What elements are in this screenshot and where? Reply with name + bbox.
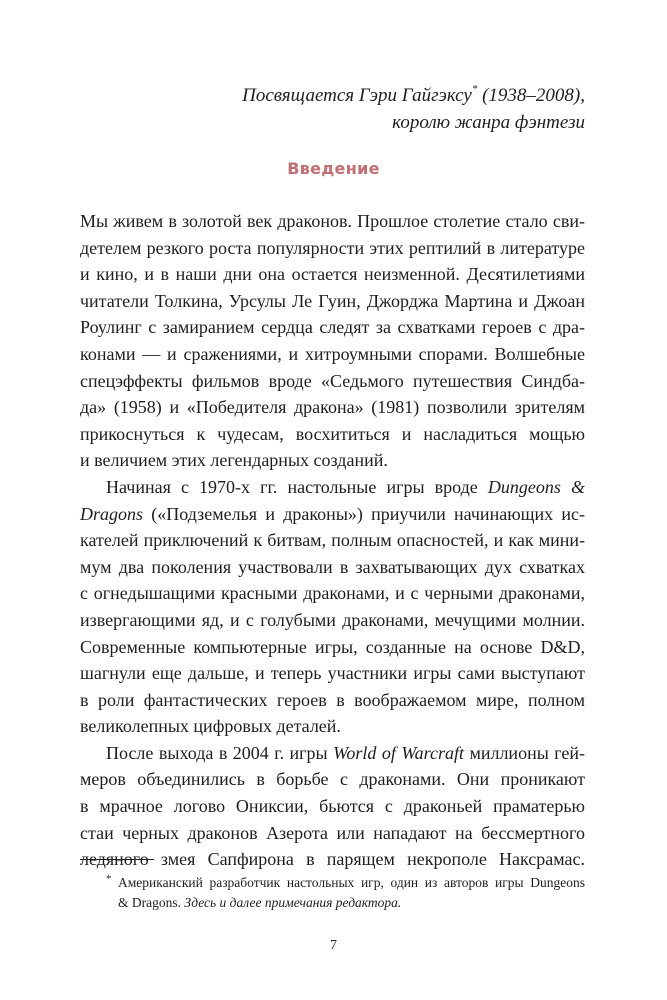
text-line: прикоснуться к чудесам, восхититься и насладиться мощью	[80, 423, 585, 444]
chapter-heading: Введение	[287, 159, 380, 178]
text-line: После выхода в 2004 г. игры World of Warcraft миллионы гей-	[106, 742, 585, 763]
text-line: Мы живем в золотой век драконов. Прошлое столетие стало сви-	[80, 211, 585, 231]
footnote-mark: *	[106, 873, 112, 885]
paragraph-3	[80, 740, 585, 873]
dedication-line-2: королю жанра фэнтези	[392, 112, 585, 133]
text-line: да» (1958) и «Победителя дракона» (1981) позволили зрителям	[80, 397, 585, 418]
text-line: Dragons («Подземелья и драконы») приучили начинающих ис-	[80, 503, 585, 524]
text-line: спецэффекты фильмов вроде «Седьмого путешествия Синдба-	[80, 370, 585, 391]
text-line: Начиная с 1970-х гг. настольные игры вроде Dungeons &	[106, 476, 585, 497]
text-line: в мрачное логово Ониксии, бьются с драконьей праматерью	[80, 796, 585, 817]
text-line: шагнули еще дальше, и теперь участники игры сами выступают	[80, 663, 585, 684]
footnote-text	[80, 873, 585, 913]
main-text	[80, 208, 585, 873]
footnote-line: Американский разработчик настольных игр, один из авторов игры Dungeons	[118, 875, 585, 890]
footnote-reference-mark: *	[471, 82, 478, 95]
paragraph-1	[80, 208, 585, 474]
text-line: Роулинг с замиранием сердца следят за схватками героев с дра-	[80, 317, 585, 338]
text-line: и кино, и в наши дни она остается неизменной. Десятилетиями	[80, 264, 585, 285]
text-line: в роли фантастических героев в воображаемом мире, полном	[80, 689, 585, 710]
text-line: читатели Толкина, Урсулы Ле Гуин, Джорджа Мартина и Джоан	[80, 290, 585, 311]
footnote-divider	[80, 859, 154, 860]
footnote	[80, 873, 585, 913]
text-line: с огнедышащими красными драконами, и с черными драконами,	[80, 583, 585, 604]
page-number: 7	[330, 938, 337, 953]
text-line: меров объединились в борьбе с драконами. Они проникают	[80, 769, 585, 790]
dedication-line-1: Посвящается Гэри Гайгэксу* (1938–2008),	[242, 82, 585, 106]
text-line: Современные компьютерные игры, созданные на основе D&D,	[80, 636, 585, 657]
text-line: стаи черных драконов Азерота или нападают на бессмертного	[80, 822, 585, 843]
text-line: ледяного змея Сапфирона в парящем некрополе Наксрамас.	[80, 849, 585, 870]
text-line: кателей приключений к битвам, полным опасностей, и как мини-	[80, 530, 585, 551]
text-line: детелем резкого роста популярности этих рептилий в литературе	[80, 237, 585, 258]
text-line: и величием этих легендарных созданий.	[80, 450, 388, 471]
footnote-line: & Dragons. Здесь и далее примечания редактора.	[118, 895, 402, 910]
text-line: мум два поколения участвовали в захватывающих дух схватках	[80, 556, 585, 577]
text-line: извергающими яд, и с голубыми драконами, мечущими молнии.	[80, 609, 585, 630]
text-line: великолепных цифровых деталей.	[80, 716, 341, 737]
dedication	[145, 82, 585, 136]
text-line: конами — и сражениями, и хитроумными спорами. Волшебные	[80, 343, 585, 364]
paragraph-2	[80, 474, 585, 740]
